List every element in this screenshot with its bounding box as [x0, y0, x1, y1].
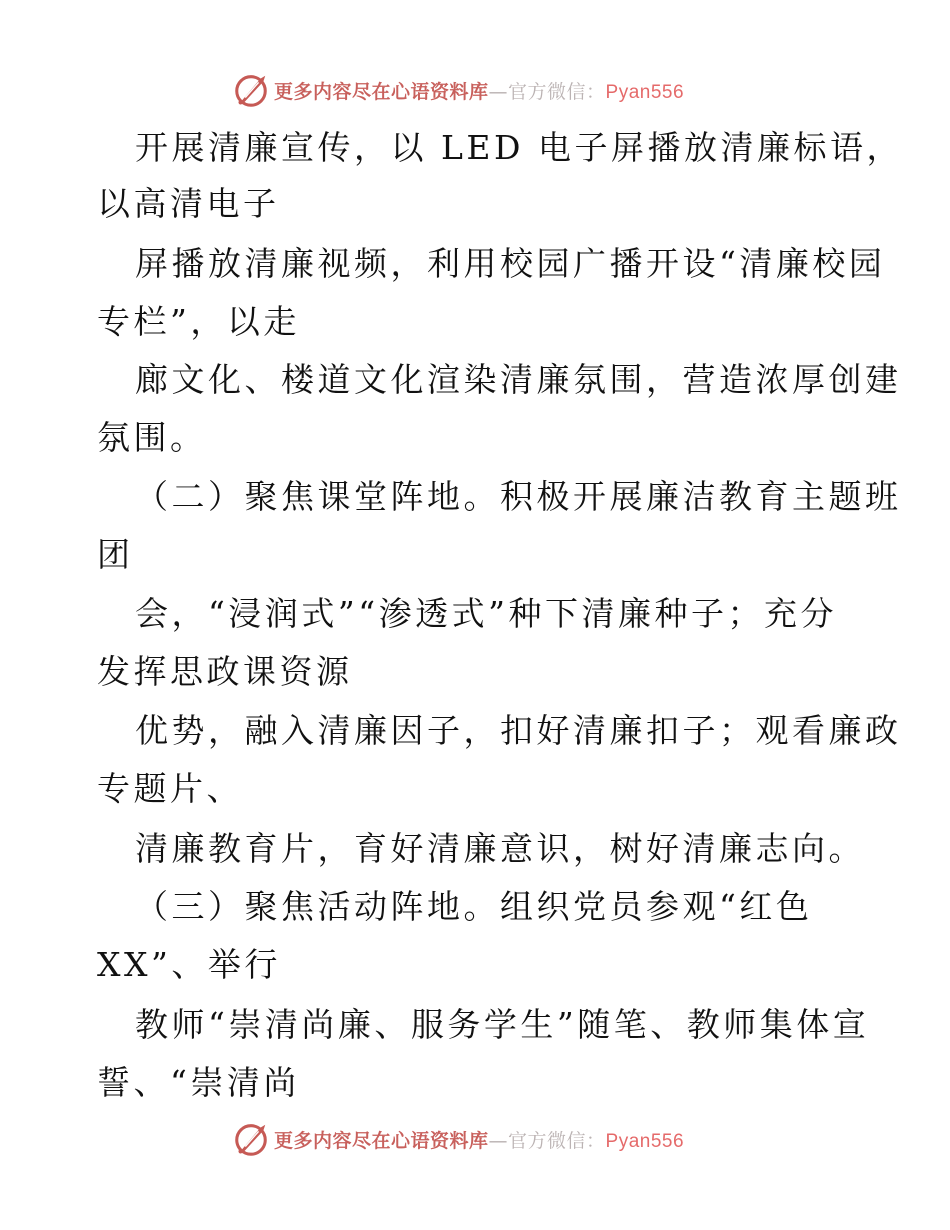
body-line: （二）聚焦课堂阵地。积极开展廉洁教育主题班 [135, 477, 902, 516]
quill-logo-icon [232, 71, 270, 109]
body-line: 专题片、 [97, 769, 243, 808]
footer-banner-text [274, 1126, 684, 1153]
body-line: 教师“崇清尚廉、服务学生”随笔、教师集体宣 [135, 1005, 870, 1044]
banner-account: Pyan556 [605, 81, 685, 103]
banner-account: Pyan556 [605, 1130, 685, 1152]
body-line: 优势，融入清廉因子，扣好清廉扣子；观看廉政 [135, 711, 902, 750]
banner-separator: — [488, 80, 509, 103]
banner-brand: 更多内容尽在心语资料库 [274, 80, 489, 103]
banner-wechat-label: 官方微信： [508, 1129, 606, 1152]
banner-separator: — [488, 1129, 509, 1152]
body-line: 屏播放清廉视频，利用校园广播开设“清廉校园 [135, 244, 886, 283]
body-line: （三）聚焦活动阵地。组织党员参观“红色 [135, 887, 813, 926]
body-line: 团 [97, 535, 134, 574]
quill-logo-icon [232, 1120, 270, 1158]
body-line: 氛围。 [97, 418, 207, 457]
body-line: XX”、举行 [97, 945, 281, 984]
banner-brand: 更多内容尽在心语资料库 [274, 1129, 489, 1152]
footer-banner [232, 1119, 712, 1159]
header-banner [232, 70, 712, 110]
body-line: 发挥思政课资源 [97, 652, 353, 691]
body-line: 廊文化、楼道文化渲染清廉氛围，营造浓厚创建 [135, 360, 902, 399]
body-line: 开展清廉宣传，以 LED 电子屏播放清廉标语， [135, 128, 903, 167]
banner-wechat-label: 官方微信： [508, 80, 606, 103]
body-line: 誓、“崇清尚 [97, 1063, 300, 1102]
body-line: 清廉教育片，育好清廉意识，树好清廉志向。 [135, 829, 865, 868]
body-line: 会，“浸润式”“渗透式”种下清廉种子；充分 [135, 594, 837, 633]
body-line: 专栏”，以走 [97, 302, 300, 341]
body-line: 以高清电子 [97, 184, 280, 223]
header-banner-text [274, 77, 684, 104]
